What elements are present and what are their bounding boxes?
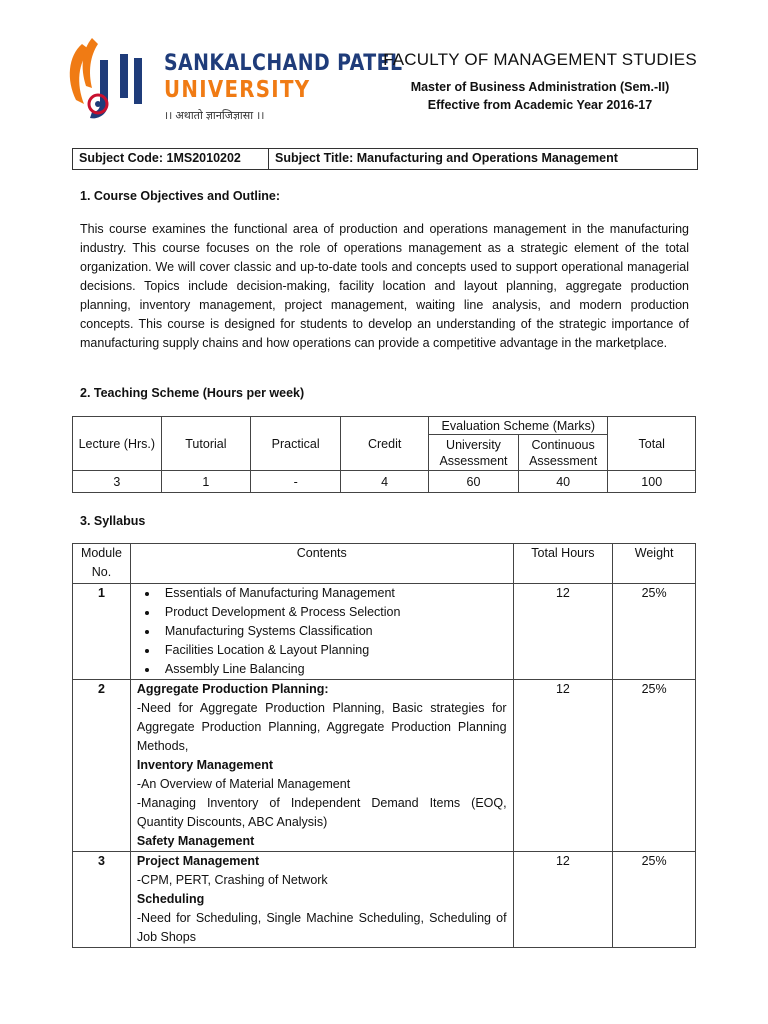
module-hours: 12	[513, 584, 613, 680]
topic-title: Safety Management	[136, 834, 255, 848]
list-item: • Facilities Location & Layout Planning	[159, 641, 507, 660]
programme-title: Master of Business Administration (Sem.-II)	[410, 80, 670, 94]
col-credit: Credit	[341, 417, 429, 471]
module-hours: 12	[513, 852, 613, 948]
table-row	[73, 852, 696, 948]
topic-detail: -Managing Inventory of Independent Demand Items (EOQ, Quantity Discounts, ABC Analysis)	[136, 796, 507, 829]
list-item: • Essentials of Manufacturing Management	[159, 584, 507, 603]
col-contents: Contents	[130, 544, 513, 584]
cell-tutorial: 1	[161, 471, 251, 493]
topic-title: Project Management	[136, 854, 260, 868]
table-row	[73, 584, 696, 680]
topic-detail: -Need for Aggregate Production Planning, Basic strategies for Aggregate Production Planning, Aggregate Production Planning Methods,	[136, 701, 507, 753]
table-row	[73, 680, 696, 852]
topic-title: Scheduling	[136, 892, 205, 906]
topic-detail: -Need for Scheduling, Single Machine Scheduling, Scheduling of Job Shops	[136, 911, 507, 944]
module-weight: 25%	[613, 852, 696, 948]
subject-title: Subject Title: Manufacturing and Operations Management	[275, 151, 618, 165]
topic-detail: -An Overview of Material Management	[136, 777, 351, 791]
section-1-heading: 1. Course Objectives and Outline:	[80, 189, 281, 203]
module-contents	[130, 680, 513, 852]
topic-title: Aggregate Production Planning:	[136, 682, 329, 696]
section-2-heading: 2. Teaching Scheme (Hours per week)	[80, 386, 305, 400]
col-continuous-assessment: Continuous Assessment	[518, 435, 608, 471]
cell-university: 60	[429, 471, 519, 493]
col-evaluation-scheme: Evaluation Scheme (Marks)	[429, 417, 608, 435]
module-hours: 12	[513, 680, 613, 852]
module-no: 3	[73, 852, 131, 948]
module-no: 2	[73, 680, 131, 852]
cell-credit: 4	[341, 471, 429, 493]
module-weight: 25%	[613, 584, 696, 680]
subject-code: Subject Code: 1MS2010202	[73, 149, 269, 169]
section-3-heading: 3. Syllabus	[80, 514, 146, 528]
col-total-hours: Total Hours	[513, 544, 613, 584]
col-lecture: Lecture (Hrs.)	[73, 417, 162, 471]
effective-year: Effective from Academic Year 2016-17	[427, 98, 653, 112]
subject-box	[72, 148, 698, 170]
list-item: • Assembly Line Balancing	[159, 660, 507, 679]
col-practical: Practical	[251, 417, 341, 471]
topic-title: Inventory Management	[136, 758, 274, 772]
module-contents	[130, 852, 513, 948]
syllabus-table	[72, 543, 696, 948]
module-weight: 25%	[613, 680, 696, 852]
col-module-no: Module No.	[73, 544, 131, 584]
logo-emblem-icon	[62, 34, 162, 130]
module-contents	[130, 584, 513, 680]
university-name-line1: SANKALCHAND PATEL	[164, 51, 403, 76]
faculty-title: FACULTY OF MANAGEMENT STUDIES	[383, 50, 697, 69]
list-item: • Manufacturing Systems Classification	[159, 622, 507, 641]
col-tutorial: Tutorial	[161, 417, 251, 471]
university-motto: ।। अथातो ज्ञानजिज्ञासा ।।	[164, 110, 265, 122]
cell-practical: -	[251, 471, 341, 493]
cell-continuous: 40	[518, 471, 608, 493]
module-no: 1	[73, 584, 131, 680]
topic-detail: -CPM, PERT, Crashing of Network	[136, 873, 328, 887]
header-titles	[372, 50, 708, 114]
table-row	[73, 471, 696, 493]
col-weight: Weight	[613, 544, 696, 584]
col-university-assessment: University Assessment	[429, 435, 519, 471]
course-outline-paragraph: This course examines the functional area of production and operations management in the manufacturing industry. This course focuses on the role of operations management as a strategic element of the total organization. We will cover classic and up-to-date tools and concepts used to support operational managerial decisions. Topics include decision-making, facility location and layout planning, aggregate production planning, inventory management, project management, waiting line analysis, and modern production concepts. This course is designed for students to develop an understanding of the strategic importance of manufacturing supply chains and how operations can provide a competitive advantage in the marketplace.	[80, 222, 689, 350]
university-name-line2: UNIVERSITY	[164, 77, 311, 103]
cell-total: 100	[608, 471, 696, 493]
col-total: Total	[608, 417, 696, 471]
cell-lecture: 3	[73, 471, 162, 493]
teaching-scheme-table	[72, 416, 696, 493]
list-item: • Product Development & Process Selection	[159, 603, 507, 622]
